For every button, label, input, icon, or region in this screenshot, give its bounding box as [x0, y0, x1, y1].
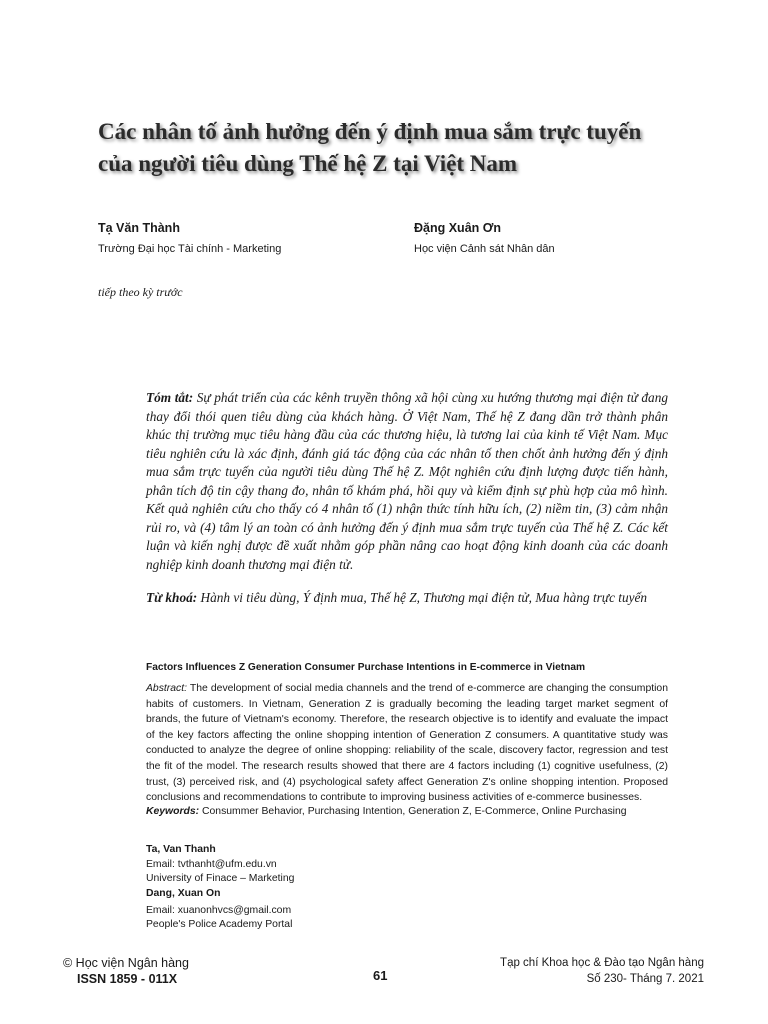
- contact-1-email: Email: tvthanht@ufm.edu.vn: [146, 858, 277, 870]
- contact-block-2: [146, 887, 292, 933]
- footer-publisher: © Học viện Ngân hàng: [63, 956, 189, 970]
- abstract-vietnamese-text: Sự phát triển của các kênh truyền thông xã hội cùng xu hướng thương mại điện tử đang thay đổi thói quen tiêu dùng của khách hàng. Ở Việt Nam, Thế hệ Z đang dần trở thành phân khúc thị trường mục tiêu hàng đầu của các thương hiệu, là tương lai của kinh tế Việt Nam. Mục tiêu nghiên cứu là xác định, đánh giá tác động của các nhân tố then chốt ảnh hưởng đến ý định mua sắm trực tuyến của người tiêu dùng Thế hệ Z. Một nghiên cứu định lượng được tiến hành, phân tích độ tin cậy thang đo, nhân tố khám phá, hồi quy và kiểm định sự phù hợp của mô hình. Kết quả nghiên cứu cho thấy có 4 nhân tố (1) nhận thức tính hữu ích, (2) niềm tin, (3) cảm nhận rủi ro, và (4) tâm lý an toàn có ảnh hưởng đến ý định mua sắm trực tuyến của Thế hệ Z. Các kết luận và kiến nghị được đề xuất nhằm góp phần nâng cao hoạt động kinh doanh của các doanh nghiệp kinh doanh thương mại điện tử.: [146, 390, 668, 572]
- keywords-vietnamese: [146, 589, 668, 608]
- abstract-vietnamese: [146, 389, 668, 574]
- author-1-affiliation: Trường Đại học Tài chính - Marketing: [98, 243, 282, 255]
- abstract-english-text: The development of social media channels and the trend of e-commerce are changing the consumption habits of customers. In Vietnam, Generation Z is gradually becoming the leading target market segment of brands, the future of Vietnam's economy. Therefore, the research objective is to identify and evaluate the impact of the key factors affecting the online shopping intention of Generation Z consumers. A quantitative study was conducted to analyze the degree of online shopping: reliability of the scale, discovery factor, regression and test the fit of the model. The research results showed that there are 4 factors including (1) cognitive usefulness, (2) trust, (3) perceived risk, and (4) psychological safety affect Generation Z's online shopping intention. Proposed conclusions and recommendations to contribute to improving business activities of e-commerce businesses.: [146, 683, 668, 804]
- footer-journal: Tạp chí Khoa học & Đào tạo Ngân hàng: [500, 957, 704, 969]
- keywords-english-text: Consummer Behavior, Purchasing Intention, Generation Z, E-Commerce, Online Purchasing: [202, 806, 627, 817]
- keywords-english: [146, 804, 686, 820]
- contact-2-institution: People's Police Academy Portal: [146, 919, 293, 931]
- english-title: Factors Influences Z Generation Consumer Purchase Intentions in E-commerce in Vietnam: [146, 662, 586, 673]
- keywords-vietnamese-label: Từ khoá:: [146, 590, 198, 605]
- abstract-vietnamese-label: Tóm tắt:: [146, 390, 194, 405]
- footer-issn: ISSN 1859 - 011X: [77, 972, 178, 986]
- article-title: [98, 116, 698, 180]
- keywords-vietnamese-text: Hành vi tiêu dùng, Ý định mua, Thế hệ Z, Thương mại điện tử, Mua hàng trực tuyến: [200, 590, 648, 605]
- contact-block-1: [146, 843, 294, 887]
- footer-left: [63, 955, 189, 987]
- author-1-name: Tạ Văn Thành: [98, 221, 180, 235]
- contact-2-name: Dang, Xuan On: [146, 888, 221, 899]
- footer-issue: Số 230- Tháng 7. 2021: [586, 973, 704, 985]
- author-2-name: Đặng Xuân Ơn: [414, 221, 502, 235]
- page-number: 61: [373, 968, 388, 983]
- contact-2-email: Email: xuanonhvcs@gmail.com: [146, 904, 292, 916]
- article-title-line-1: Các nhân tố ảnh hưởng đến ý định mua sắm trực tuyến: [98, 119, 642, 144]
- abstract-english: [146, 681, 668, 806]
- keywords-english-label: Keywords:: [146, 806, 200, 817]
- footer-right: [500, 955, 704, 987]
- article-title-line-2: của người tiêu dùng Thế hệ Z tại Việt Nam: [98, 151, 518, 176]
- abstract-english-label: Abstract:: [146, 683, 187, 694]
- contact-1-institution: University of Finace – Marketing: [146, 873, 295, 885]
- author-2-affiliation: Học viện Cảnh sát Nhân dân: [414, 243, 555, 255]
- continued-note: tiếp theo kỳ trước: [98, 285, 183, 299]
- contact-1-name: Ta, Van Thanh: [146, 844, 216, 855]
